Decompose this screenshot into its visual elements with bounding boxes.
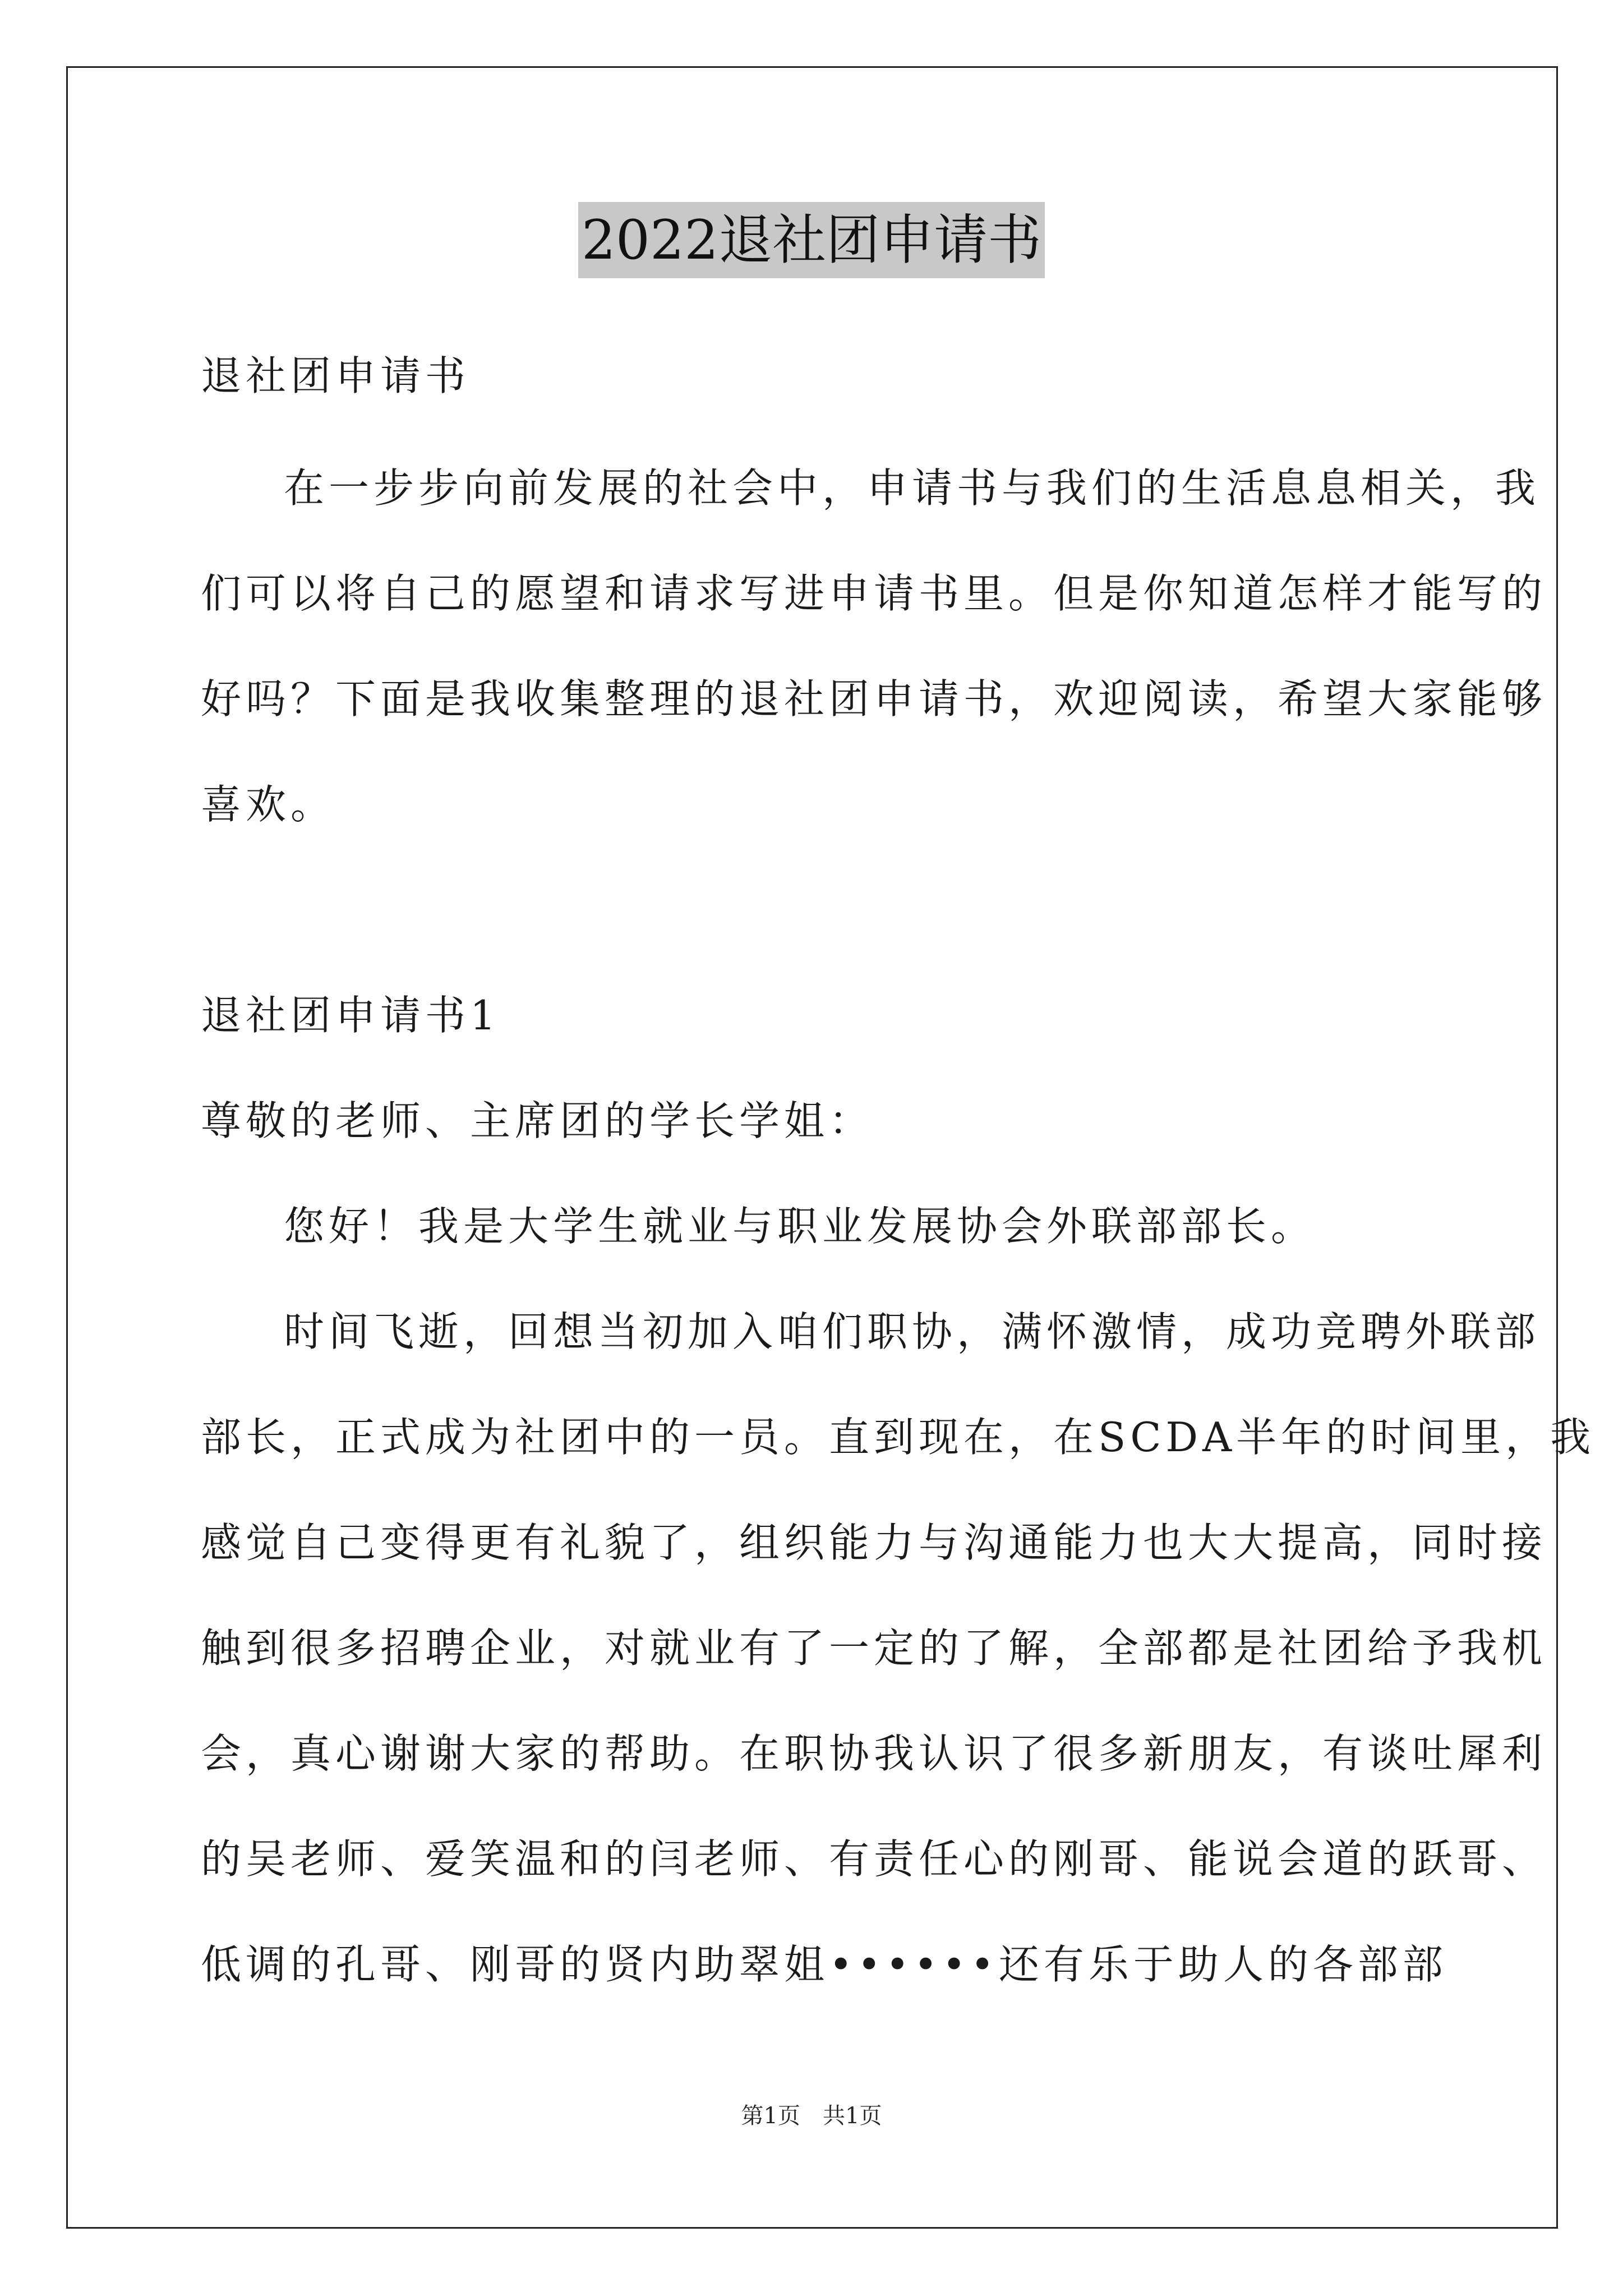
paragraph-line: 们可以将自己的愿望和请求写进申请书里。但是你知道怎样才能写的 bbox=[201, 570, 1547, 617]
paragraph-line: 喜欢。 bbox=[201, 781, 336, 828]
paragraph-line: 低调的孔哥、刚哥的贤内助翠姐••••••还有乐于助人的各部部 bbox=[201, 1941, 1447, 1988]
paragraph-line: 触到很多招聘企业，对就业有了一定的了解，全部都是社团给予我机 bbox=[201, 1625, 1547, 1672]
paragraph-line: 感觉自己变得更有礼貌了，组织能力与沟通能力也大大提高，同时接 bbox=[201, 1519, 1547, 1566]
document-title: 2022退社团申请书 bbox=[578, 202, 1045, 278]
page-number: 第1页 共1页 bbox=[741, 2103, 882, 2129]
paragraph-line: 部长，正式成为社团中的一员。直到现在，在SCDA半年的时间里，我 bbox=[201, 1414, 1596, 1461]
paragraph-line: 在一步步向前发展的社会中，申请书与我们的生活息息相关，我 bbox=[284, 464, 1541, 512]
section-heading: 退社团申请书 bbox=[201, 352, 471, 399]
salutation: 尊敬的老师、主席团的学长学姐： bbox=[201, 1097, 874, 1144]
paragraph-line: 好吗？下面是我收集整理的退社团申请书，欢迎阅读，希望大家能够 bbox=[201, 675, 1547, 723]
paragraph-line: 时间飞逝，回想当初加入咱们职协，满怀激情，成功竞聘外联部 bbox=[284, 1308, 1541, 1355]
paragraph-line: 您好！我是大学生就业与职业发展协会外联部部长。 bbox=[284, 1203, 1316, 1250]
title-container bbox=[0, 202, 1623, 278]
paragraph-line: 的吴老师、爱笑温和的闫老师、有责任心的刚哥、能说会道的跃哥、 bbox=[201, 1835, 1547, 1883]
section-heading: 退社团申请书1 bbox=[201, 992, 500, 1039]
paragraph-line: 会，真心谢谢大家的帮助。在职协我认识了很多新朋友，有谈吐犀利 bbox=[201, 1730, 1547, 1777]
